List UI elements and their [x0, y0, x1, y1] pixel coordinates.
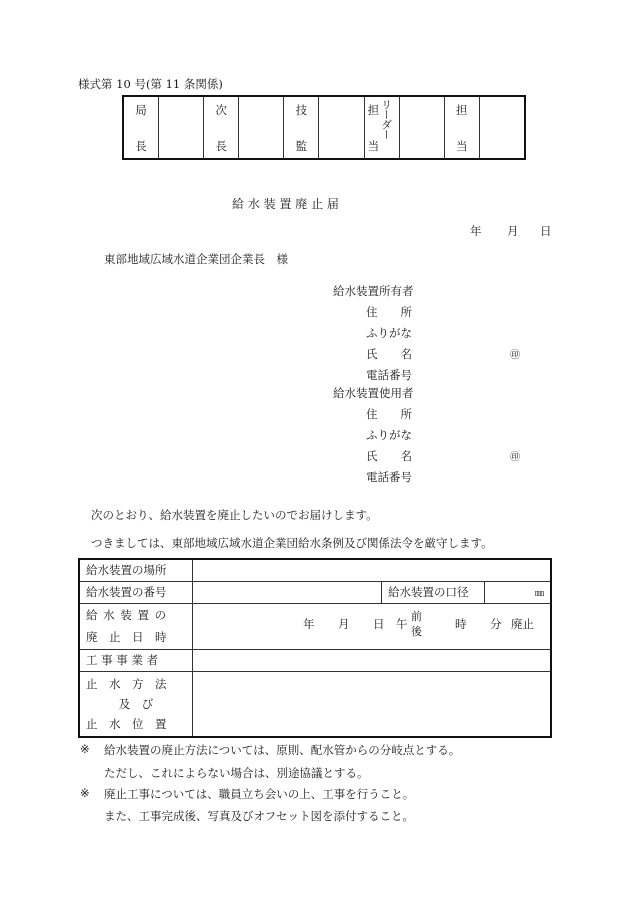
diameter-field[interactable] — [485, 581, 552, 603]
note-mark: ※ — [80, 742, 90, 756]
note-line: ただし、これによらない場合は、別途協議とする。 — [104, 766, 369, 780]
document-title: 給 水 装 置 廃 止 届 — [232, 197, 339, 211]
abolition-datetime-field[interactable]: 年 月 日 午 前 後 時 分 廃止 — [193, 603, 552, 649]
location-label: 給水装置の場所 — [79, 559, 193, 581]
stamp-cell — [319, 96, 364, 159]
diameter-label: 給水装置の口径 — [382, 581, 485, 603]
abolition-datetime-label: 給 水 装 置 の 廃 止 日 時 — [79, 603, 193, 649]
user-furigana-label: ふりがな — [366, 428, 412, 442]
note-mark: ※ — [80, 786, 90, 800]
owner-address-label: 住 所 — [366, 305, 412, 319]
abolition-form-table — [78, 558, 552, 738]
contractor-label: 工 事 事 業 者 — [79, 649, 193, 671]
stamp-cell-label: 技 監 — [284, 96, 319, 159]
leader-label: リーダー — [379, 99, 393, 139]
stop-method-label: 止 水 方 法 及 び 止 水 位 置 — [79, 671, 193, 737]
owner-furigana-label: ふりがな — [366, 326, 412, 340]
stamp-cell — [159, 96, 204, 159]
form-number: 様式第 10 号(第 11 条関係) — [78, 77, 223, 91]
owner-heading: 給水装置所有者 — [333, 284, 414, 298]
addressee: 東部地域広域水道企業団企業長 様 — [104, 252, 288, 266]
number-label: 給水装置の番号 — [79, 581, 193, 603]
owner-seal-mark: ㊞ — [510, 350, 520, 361]
note-line: また、工事完成後、写真及びオフセット図を添付すること。 — [104, 809, 415, 823]
user-heading: 給水装置使用者 — [333, 386, 414, 400]
stamp-cell — [479, 96, 525, 159]
date-month: 月 — [507, 224, 519, 238]
user-seal-mark: ㊞ — [510, 452, 520, 463]
owner-phone-label: 電話番号 — [366, 368, 412, 382]
stamp-cell-label: 局 長 — [123, 96, 159, 159]
diameter-unit: ㎜ — [534, 588, 544, 599]
am-pm-before: 前 — [411, 609, 422, 623]
approval-stamp-table — [122, 95, 526, 160]
stamp-cell-label: 次 長 — [204, 96, 239, 159]
stamp-cell-label: 担 当 リーダー — [364, 96, 399, 159]
owner-name-label: 氏 名 — [366, 347, 412, 361]
number-field[interactable] — [193, 581, 382, 603]
stamp-cell — [399, 96, 444, 159]
am-pm-after: 後 — [411, 624, 422, 638]
statement-comply: つきましては、東部地域広域水道企業団給水条例及び関係法令を厳守します。 — [91, 536, 493, 550]
stamp-cell — [239, 96, 284, 159]
contractor-field[interactable] — [193, 649, 552, 671]
stop-method-field[interactable] — [193, 671, 552, 737]
note-line: 廃止工事については、職員立ち会いの上、工事を行うこと。 — [104, 787, 415, 801]
date-day: 日 — [540, 224, 552, 238]
note-line: 給水装置の廃止方法については、原則、配水管からの分岐点とする。 — [104, 743, 461, 757]
location-field[interactable] — [193, 559, 552, 581]
user-address-label: 住 所 — [366, 407, 412, 421]
user-name-label: 氏 名 — [366, 449, 412, 463]
user-phone-label: 電話番号 — [366, 470, 412, 484]
stamp-cell-label: 担 当 — [444, 96, 479, 159]
date-year: 年 — [470, 224, 482, 238]
statement-notify: 次のとおり、給水装置を廃止したいのでお届けします。 — [91, 508, 378, 522]
